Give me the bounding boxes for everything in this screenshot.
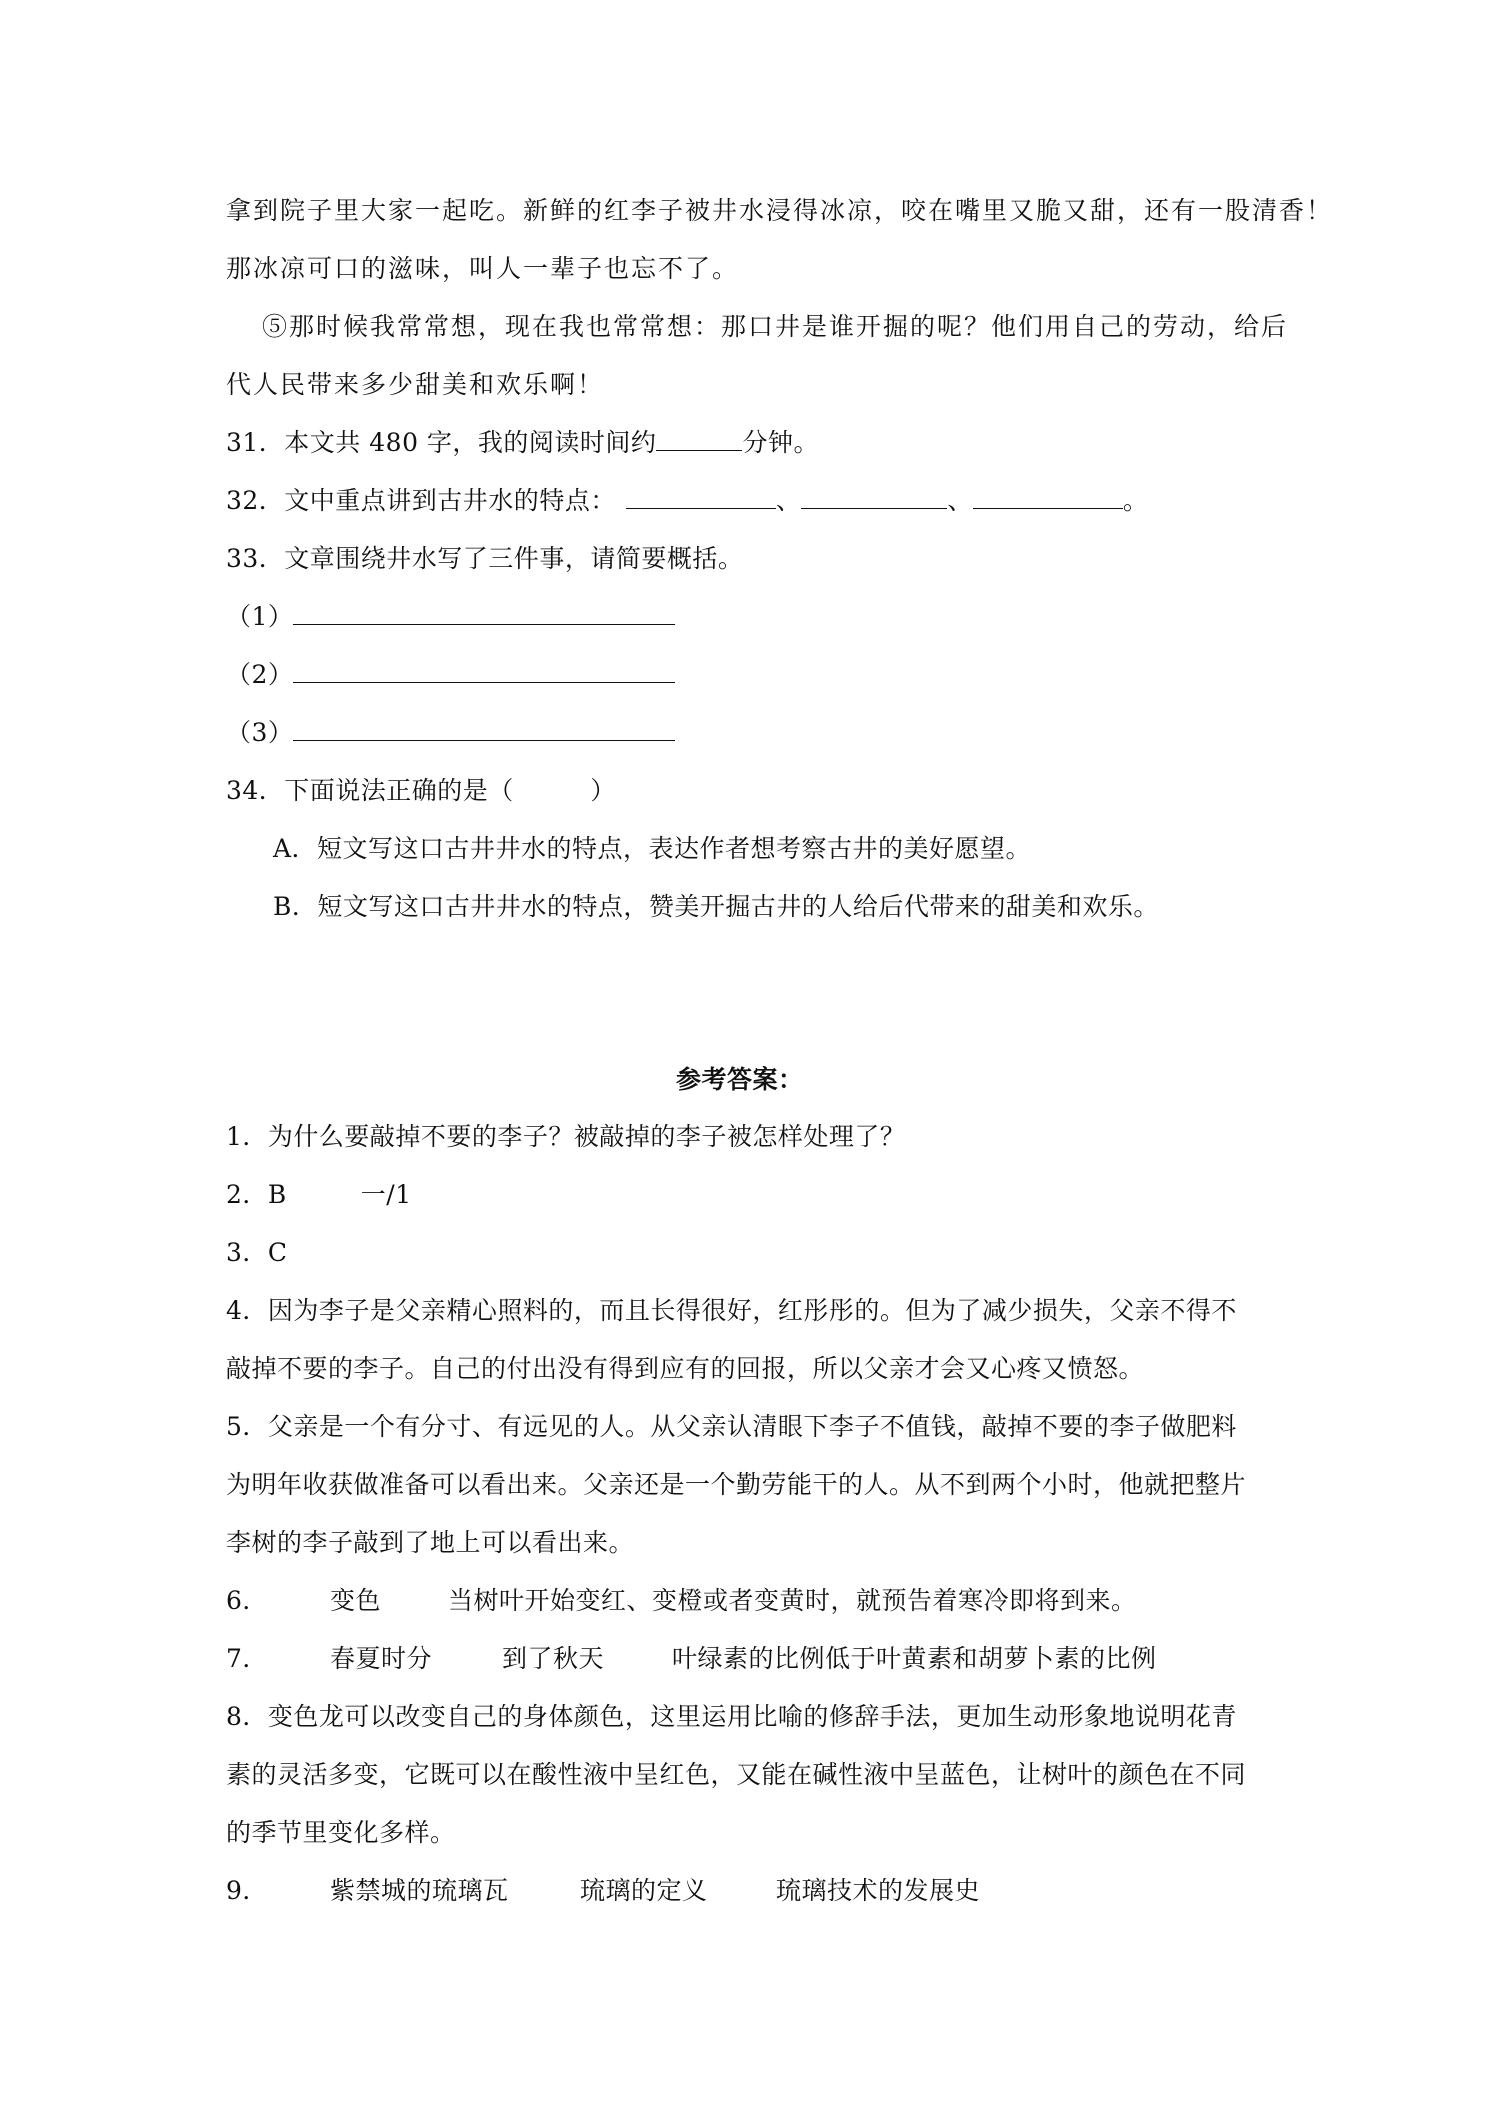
q32-answer-blank-1[interactable] — [626, 486, 776, 509]
answer-7-part: 叶绿素的比例低于叶黄素和胡萝卜素的比例 — [672, 1644, 1157, 1673]
answer-5-line: 5．父亲是一个有分寸、有远见的人。从父亲认清眼下李子不值钱，敲掉不要的李子做肥料 — [226, 1412, 1237, 1441]
q34-option-b[interactable]: B．短文写这口古井井水的特点，赞美开掘古井的人给后代带来的甜美和欢乐。 — [273, 892, 1159, 921]
answer-9-number: 9． — [226, 1876, 268, 1905]
answer-8-line: 8．变色龙可以改变自己的身体颜色，这里运用比喻的修辞手法，更加生动形象地说明花青 — [226, 1702, 1237, 1731]
question-33: 33．文章围绕井水写了三件事，请简要概括。 — [226, 544, 744, 573]
answer-4-line: 4．因为李子是父亲精心照料的，而且长得很好，红彤彤的。但为了减少损失，父亲不得不 — [226, 1296, 1237, 1325]
answer-7-part: 春夏时分 — [330, 1644, 433, 1673]
answer-6 — [226, 1586, 268, 1616]
passage-line: 代人民带来多少甜美和欢乐啊！ — [226, 370, 605, 399]
q34-option-a[interactable]: A．短文写这口古井井水的特点，表达作者想考察古井的美好愿望。 — [273, 834, 1032, 863]
answers-title: 参考答案： — [676, 1065, 804, 1094]
answer-5-line: 为明年收获做准备可以看出来。父亲还是一个勤劳能干的人。从不到两个小时，他就把整片 — [226, 1470, 1247, 1499]
answer-1: 1．为什么要敲掉不要的李子？被敲掉的李子被怎样处理了？ — [226, 1122, 906, 1151]
q33-item-2 — [226, 660, 675, 690]
answer-7-part: 到了秋天 — [502, 1644, 605, 1673]
answer-6-part: 变色 — [330, 1586, 382, 1615]
answer-2-number: 2．B — [226, 1180, 287, 1209]
q33-item-label: （2） — [226, 660, 294, 689]
q32-answer-blank-3[interactable] — [973, 486, 1123, 509]
q33-answer-blank-3[interactable] — [293, 718, 675, 741]
passage-line: 那冰凉可口的滋味，叫人一辈子也忘不了。 — [226, 254, 740, 283]
answer-7-number: 7． — [226, 1644, 268, 1673]
answer-9-part: 紫禁城的琉璃瓦 — [330, 1876, 509, 1905]
answer-6-number: 6． — [226, 1586, 268, 1615]
q33-answer-blank-2[interactable] — [293, 660, 675, 683]
question-32 — [226, 486, 1148, 516]
q33-item-label: （1） — [226, 602, 294, 631]
q31-text: 31．本文共 480 字，我的阅读时间约 — [226, 428, 657, 457]
q32-text: 32．文中重点讲到古井水的特点： — [226, 486, 616, 515]
q33-item-3 — [226, 718, 675, 748]
q32-separator: 、 — [947, 486, 973, 515]
answer-9 — [226, 1876, 268, 1906]
q32-answer-blank-2[interactable] — [801, 486, 947, 509]
answer-9-part: 琉璃技术的发展史 — [776, 1876, 981, 1905]
q33-item-1 — [226, 602, 675, 632]
answer-2 — [226, 1180, 412, 1210]
answer-6-part: 当树叶开始变红、变橙或者变黄时，就预告着寒冷即将到来。 — [448, 1586, 1137, 1615]
answer-4-line: 敲掉不要的李子。自己的付出没有得到应有的回报，所以父亲才会又心疼又愤怒。 — [226, 1354, 1145, 1383]
answer-8-line: 的季节里变化多样。 — [226, 1818, 456, 1847]
q31-answer-blank[interactable] — [656, 428, 742, 451]
passage-line: ⑤那时候我常常想，现在我也常常想：那口井是谁开掘的呢？他们用自己的劳动，给后 — [262, 312, 1289, 341]
answer-8-line: 素的灵活多变，它既可以在酸性液中呈红色，又能在碱性液中呈蓝色，让树叶的颜色在不同 — [226, 1760, 1247, 1789]
q31-suffix: 分钟。 — [742, 428, 819, 457]
q33-item-label: （3） — [226, 718, 294, 747]
answer-9-part: 琉璃的定义 — [580, 1876, 708, 1905]
passage-line: 拿到院子里大家一起吃。新鲜的红李子被井水浸得冰凉，咬在嘴里又脆又甜，还有一股清香！ — [226, 196, 1334, 225]
answer-2-value: 一/1 — [360, 1180, 412, 1209]
question-31 — [226, 428, 819, 458]
q33-answer-blank-1[interactable] — [293, 602, 675, 625]
answer-5-line: 李树的李子敲到了地上可以看出来。 — [226, 1528, 635, 1557]
q32-end: 。 — [1122, 486, 1149, 515]
answer-3: 3．C — [226, 1238, 288, 1267]
q32-separator: 、 — [775, 486, 802, 515]
question-34: 34．下面说法正确的是（ ） — [226, 776, 616, 805]
answer-7 — [226, 1644, 268, 1674]
